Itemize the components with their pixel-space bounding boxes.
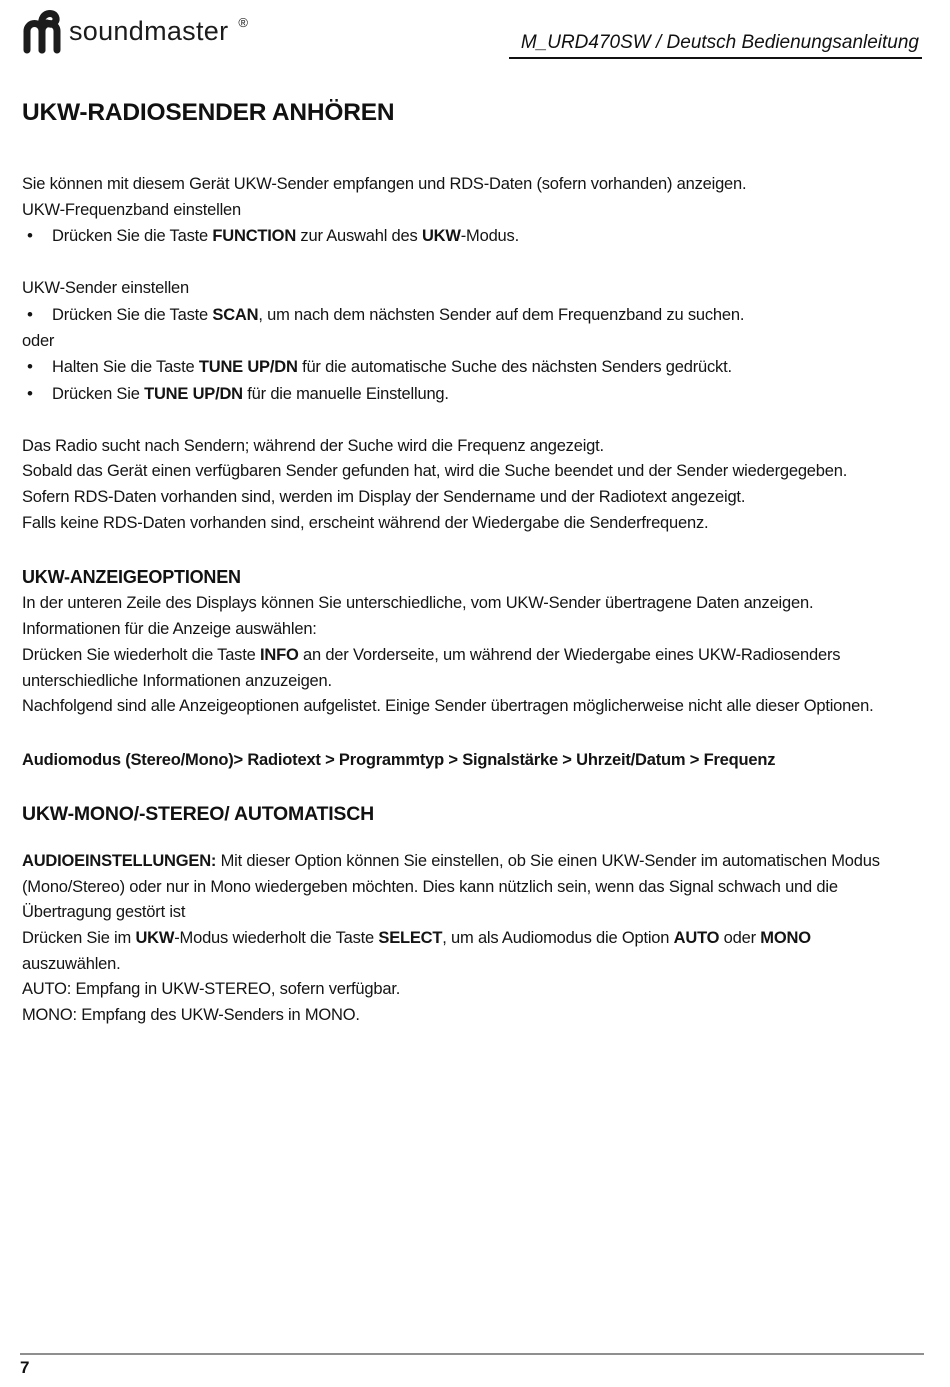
bold-text-segment: TUNE UP/DN: [144, 384, 243, 403]
text-line: [22, 875, 922, 901]
text-line: [22, 198, 922, 224]
bullet-icon: •: [27, 357, 33, 377]
text-segment: In der unteren Zeile des Displays können Sie unterschiedliche, vom UKW-Sender übertragene Daten anzeigen.: [22, 594, 814, 613]
bold-text-segment: MONO: [760, 929, 811, 948]
text-segment: Drücken Sie die Taste: [52, 305, 213, 324]
list-item-text: [52, 227, 519, 245]
bold-text-segment: SCAN: [212, 305, 259, 324]
line-text: [22, 980, 400, 998]
text-line: [22, 1003, 922, 1029]
bold-text-segment: Audiomodus (Stereo/Mono)> Radiotext > Programmtyp > Signalstärke > Uhrzeit/Datum > Frequenz: [22, 750, 776, 769]
line-text: [22, 955, 121, 973]
line-text: [22, 646, 840, 664]
text-line: [22, 643, 922, 669]
line-text: [22, 332, 54, 350]
page-number: 7: [20, 1358, 30, 1377]
text-segment: Das Radio sucht nach Sendern; während der Suche wird die Frequenz angezeigt.: [22, 436, 604, 455]
text-line: [22, 591, 922, 617]
text-segment: -Modus.: [460, 227, 519, 246]
text-line: [22, 977, 922, 1003]
brand-name: soundmaster: [69, 15, 229, 46]
section-intro: [22, 172, 922, 250]
section-tuning: [22, 276, 922, 408]
text-segment: Sobald das Gerät einen verfügbaren Sender gefunden hat, wird die Suche beendet und der Sender wiedergegeben.: [22, 462, 848, 481]
text-line: [22, 952, 922, 978]
section-heading-anzeigeoptionen: UKW-ANZEIGEOPTIONEN: [22, 567, 241, 588]
bold-text-segment: SELECT: [378, 929, 443, 948]
bullet-icon: •: [27, 226, 33, 246]
line-text: [22, 878, 838, 896]
text-line: [22, 669, 922, 695]
line-text: [22, 514, 708, 532]
line-text: [22, 751, 775, 769]
line-text: [22, 903, 185, 921]
bold-text-segment: INFO: [259, 645, 299, 664]
text-line: [22, 617, 922, 643]
text-segment: Informationen für die Anzeige auswählen:: [22, 620, 317, 639]
page-title: UKW-RADIOSENDER ANHÖREN: [22, 99, 395, 126]
text-segment: an der Vorderseite, um während der Wiedergabe eines UKW-Radiosenders: [298, 645, 841, 664]
text-segment: Drücken Sie: [52, 384, 145, 403]
text-segment: , um nach dem nächsten Sender auf dem Frequenzband zu suchen.: [258, 305, 745, 324]
display-options-sequence: [22, 747, 922, 773]
list-item-text: [52, 385, 449, 403]
bold-text-segment: UKW: [135, 929, 175, 948]
line-text: [22, 437, 604, 455]
list-item-text: [52, 358, 732, 376]
text-segment: Sie können mit diesem Gerät UKW-Sender empfangen und RDS-Daten (sofern vorhanden) anzeigen.: [22, 175, 747, 193]
text-segment: MONO: Empfang des UKW-Senders in MONO.: [22, 1006, 360, 1025]
section-display-options: [22, 563, 922, 720]
line-text: [22, 279, 189, 297]
text-segment: Mit dieser Option können Sie einstellen, ob Sie einen UKW-Sender im automatischen Modus: [216, 851, 880, 870]
text-line: [22, 926, 922, 952]
list-item: [22, 223, 922, 250]
text-segment: (Mono/Stereo) oder nur in Mono wiedergeben möchten. Dies kann nützlich sein, wenn das Signal schwach und die: [22, 877, 838, 896]
text-segment: unterschiedliche Informationen anzuzeigen.: [22, 671, 332, 690]
text-segment: Drücken Sie wiederholt die Taste: [22, 645, 260, 664]
line-text: [22, 201, 241, 219]
list-item: [22, 302, 922, 329]
line-text: [22, 620, 317, 638]
section-heading-mono-stereo: UKW-MONO/-STEREO/ AUTOMATISCH: [22, 802, 375, 825]
bold-text-segment: TUNE UP/DN: [198, 358, 298, 377]
text-segment: Halten Sie die Taste: [52, 358, 199, 377]
text-line: [22, 434, 922, 460]
bold-text-segment: UKW: [421, 227, 461, 246]
section-audio-settings: [22, 849, 922, 1029]
line-text: [22, 462, 847, 480]
text-segment: Nachfolgend sind alle Anzeigeoptionen aufgelistet. Einige Sender übertragen möglicherweise nicht alle dieser Optionen.: [22, 697, 874, 716]
bold-text-segment: AUTO: [673, 929, 720, 948]
text-line: [22, 276, 922, 302]
text-segment: Sofern RDS-Daten vorhanden sind, werden im Display der Sendername und der Radiotext angezeigt.: [22, 488, 746, 507]
text-segment: auszuwählen.: [22, 954, 121, 973]
list-item-text: [52, 306, 744, 324]
soundmaster-logo-icon: [20, 8, 62, 54]
text-line: [22, 900, 922, 926]
bold-text-segment: FUNCTION: [212, 227, 297, 246]
document-reference: M_URD470SW / Deutsch Bedienungsanleitung: [509, 32, 922, 59]
line-text: [22, 672, 332, 690]
text-line: [22, 694, 922, 720]
section-scan-result: [22, 434, 922, 537]
text-segment: oder: [719, 929, 761, 948]
text-segment: zur Auswahl des: [296, 227, 422, 246]
list-item: [22, 354, 922, 381]
text-segment: für die manuelle Einstellung.: [242, 384, 449, 403]
list-item: [22, 381, 922, 408]
text-line: [22, 329, 922, 355]
text-segment: UKW-Frequenzband einstellen: [22, 200, 242, 219]
brand-logo: [20, 8, 248, 54]
text-segment: UKW-Sender einstellen: [22, 279, 189, 298]
text-segment: AUTO: Empfang in UKW-STEREO, sofern verfügbar.: [22, 980, 401, 999]
text-segment: oder: [22, 331, 55, 350]
text-segment: , um als Audiomodus die Option: [442, 929, 674, 948]
bullet-icon: •: [27, 304, 33, 324]
text-segment: Falls keine RDS-Daten vorhanden sind, erscheint während der Wiedergabe die Senderfrequenz.: [22, 513, 709, 532]
text-segment: Drücken Sie die Taste: [52, 227, 213, 246]
page-footer: [20, 1353, 924, 1378]
text-line: [22, 511, 922, 537]
page-header: [0, 0, 950, 64]
bullet-icon: •: [27, 383, 33, 403]
text-line: [22, 172, 922, 198]
text-segment: Übertragung gestört ist: [22, 903, 186, 922]
bold-text-segment: AUDIOEINSTELLUNGEN:: [22, 851, 217, 870]
line-text: [22, 697, 873, 715]
line-text: [22, 594, 813, 612]
line-text: [22, 1006, 360, 1024]
line-text: [22, 929, 811, 947]
text-line: [22, 459, 922, 485]
line-text: [22, 488, 745, 506]
text-line: [22, 485, 922, 511]
page-content: [0, 172, 950, 1029]
text-segment: für die automatische Suche des nächsten Senders gedrückt.: [297, 358, 732, 377]
text-segment: -Modus wiederholt die Taste: [174, 929, 379, 948]
text-line: [22, 849, 922, 875]
line-text: [22, 852, 880, 870]
line-text: [22, 175, 746, 193]
registered-trademark: ®: [238, 14, 248, 30]
text-segment: Drücken Sie im: [22, 929, 136, 948]
